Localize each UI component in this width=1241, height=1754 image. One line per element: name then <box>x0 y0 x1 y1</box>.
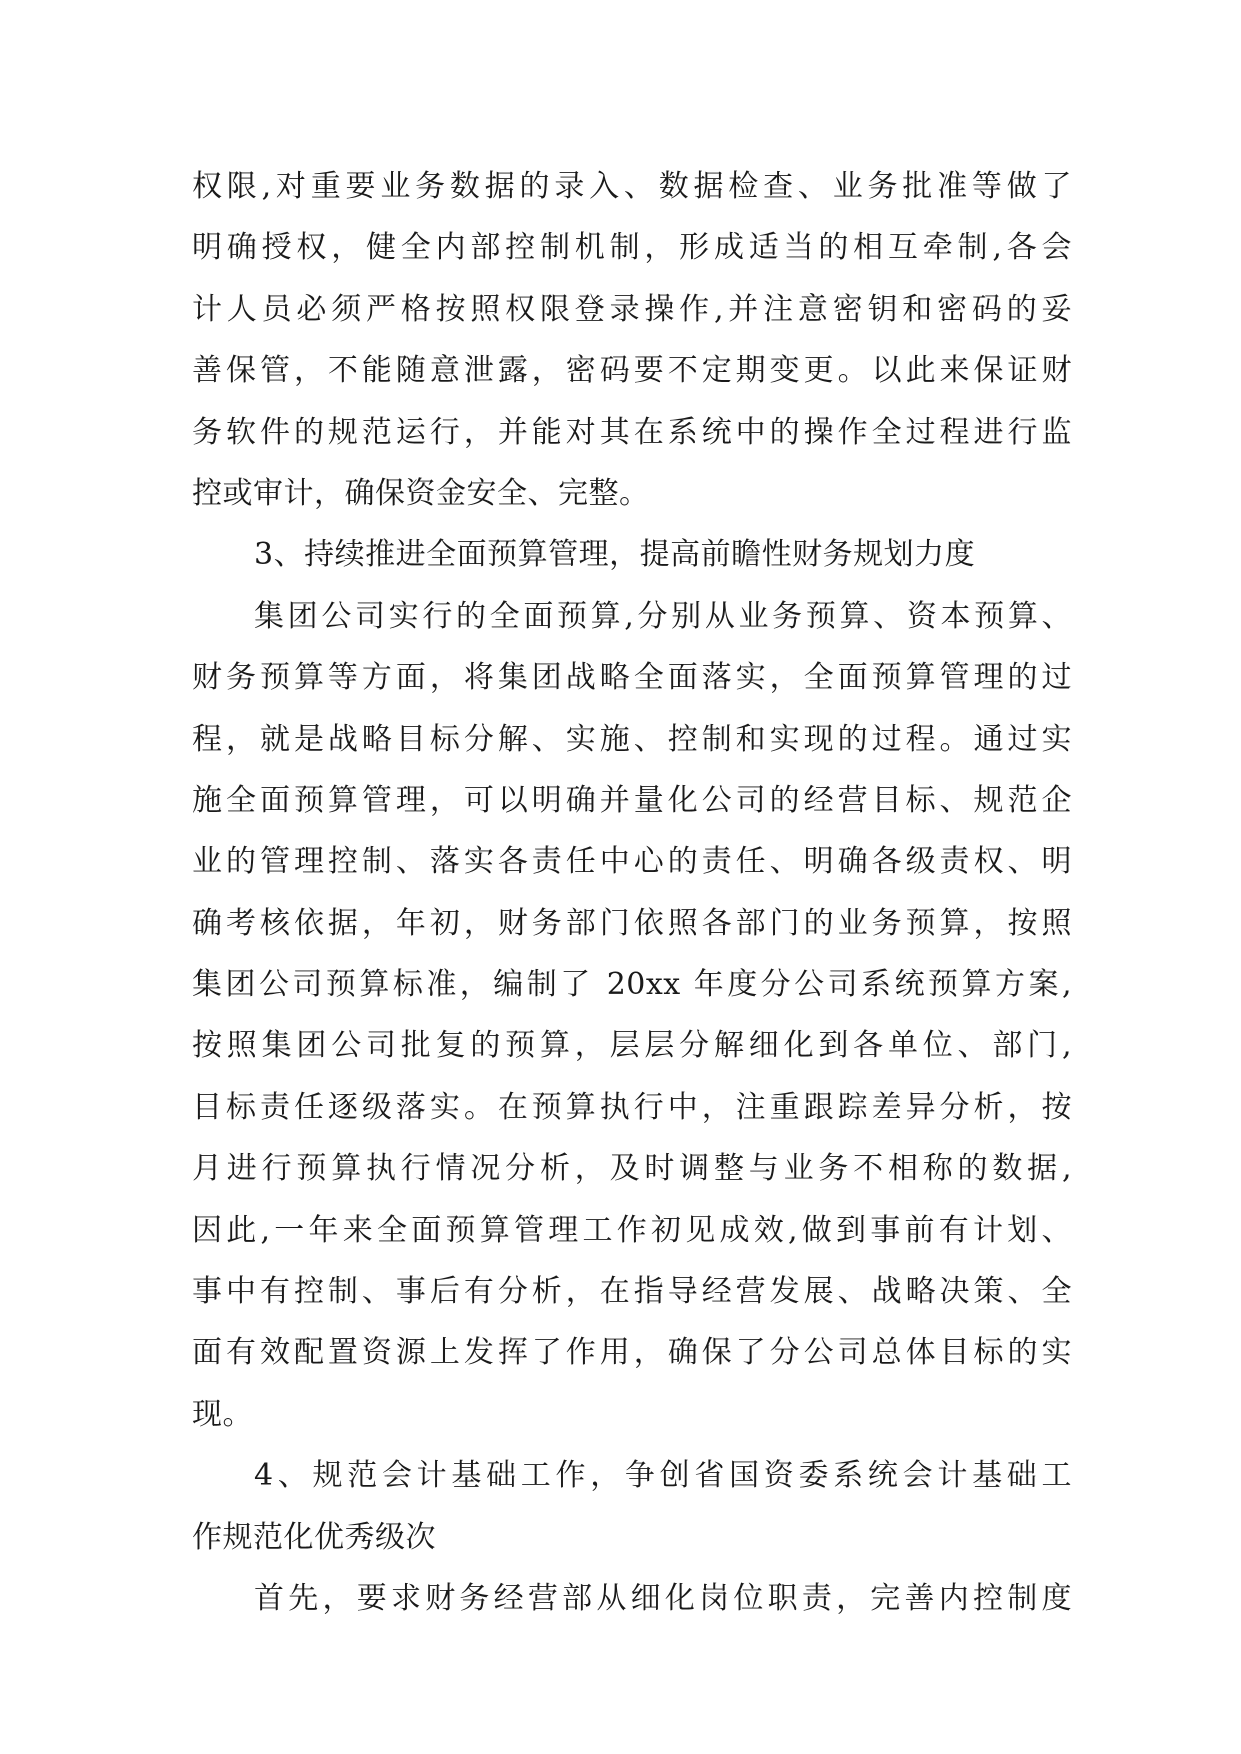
text-line: 按照集团公司批复的预算，层层分解细化到各单位、部门, <box>192 1028 1072 1064</box>
text-line: 业的管理控制、落实各责任中心的责任、明确各级责权、明 <box>192 844 1072 880</box>
text-line: 集团公司实行的全面预算,分别从业务预算、资本预算、 <box>254 598 1072 634</box>
text-line: 事中有控制、事后有分析，在指导经营发展、战略决策、全 <box>192 1274 1072 1310</box>
text-line: 财务预算等方面，将集团战略全面落实，全面预算管理的过 <box>192 660 1072 696</box>
text-line: 计人员必须严格按照权限登录操作,并注意密钥和密码的妥 <box>192 291 1072 327</box>
text-line: 首先，要求财务经营部从细化岗位职责，完善内控制度 <box>254 1580 1072 1616</box>
text-line: 善保管，不能随意泄露，密码要不定期变更。以此来保证财 <box>192 353 1072 389</box>
text-line: 确考核依据，年初，财务部门依照各部门的业务预算，按照 <box>192 905 1072 941</box>
text-line: 月进行预算执行情况分析，及时调整与业务不相称的数据, <box>192 1151 1072 1187</box>
document-body <box>192 156 1072 1629</box>
section-heading: 作规范化优秀级次 <box>192 1519 436 1555</box>
text-line: 集团公司预算标准，编制了 20xx 年度分公司系统预算方案, <box>192 967 1072 1003</box>
text-line: 务软件的规范运行，并能对其在系统中的操作全过程进行监 <box>192 414 1072 450</box>
text-line: 面有效配置资源上发挥了作用，确保了分公司总体目标的实 <box>192 1335 1072 1371</box>
text-line: 目标责任逐级落实。在预算执行中，注重跟踪差异分析，按 <box>192 1089 1072 1125</box>
text-line: 施全面预算管理，可以明确并量化公司的经营目标、规范企 <box>192 782 1072 818</box>
text-line: 程，就是战略目标分解、实施、控制和实现的过程。通过实 <box>192 721 1072 757</box>
section-heading: 4、规范会计基础工作，争创省国资委系统会计基础工 <box>254 1458 1072 1494</box>
text-line: 权限,对重要业务数据的录入、数据检查、业务批准等做了 <box>192 169 1072 204</box>
text-line: 明确授权，健全内部控制机制，形成适当的相互牵制,各会 <box>192 230 1072 266</box>
text-line: 因此,一年来全面预算管理工作初见成效,做到事前有计划、 <box>192 1212 1072 1248</box>
text-line: 控或审计，确保资金安全、完整。 <box>192 475 650 511</box>
text-line: 现。 <box>192 1396 253 1432</box>
section-heading: 3、持续推进全面预算管理，提高前瞻性财务规划力度 <box>254 537 976 573</box>
